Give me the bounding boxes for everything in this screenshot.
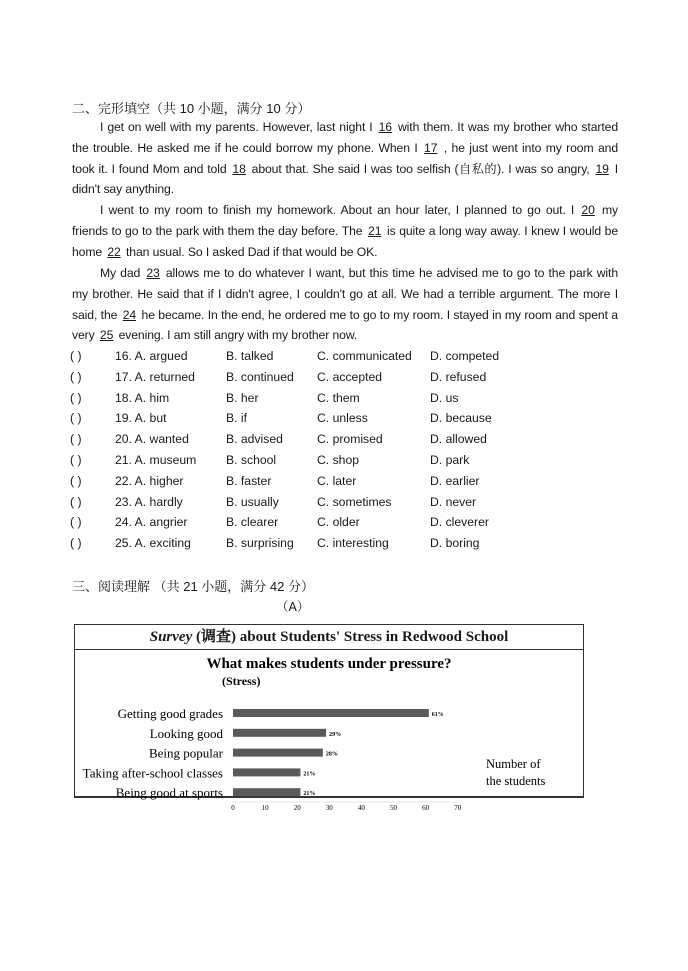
option-a[interactable]: 24. A. angrier [115, 515, 188, 530]
answer-paren[interactable]: ( ) [70, 494, 82, 509]
option-c[interactable]: C. promised [317, 432, 383, 447]
answer-paren[interactable]: ( ) [70, 411, 82, 426]
option-c[interactable]: C. them [317, 390, 360, 405]
option-a[interactable]: 22. A. higher [115, 473, 184, 488]
answer-paren[interactable]: ( ) [70, 432, 82, 447]
option-d[interactable]: D. park [430, 452, 470, 467]
option-c[interactable]: C. interesting [317, 536, 389, 551]
option-a[interactable]: 18. A. him [115, 390, 170, 405]
bar [233, 749, 323, 757]
option-d[interactable]: D. us [430, 390, 459, 405]
paragraph-3: My dad 23 allows me to do whatever I want, but this time he advised me to go to the park with my brother. He said that if I didn't agree, I couldn't go at all. We had a terrible argument. The more I said, the 24 he became. In the end, he ordered me to go to my room. I stayed in my room and spent a very 25 evening. I am still angry with my brother now. [72, 266, 619, 343]
chart-ylabel: (Stress) [222, 674, 261, 688]
option-c[interactable]: C. sometimes [317, 494, 392, 509]
bar-value-label: 28% [325, 751, 338, 758]
bar-value-label: 21% [303, 771, 316, 778]
bar-value-label: 21% [303, 791, 316, 798]
option-b[interactable]: B. surprising [226, 536, 294, 551]
option-c[interactable]: C. communicated [317, 349, 412, 363]
chart-xlabel-line1: Number of [486, 757, 541, 771]
answer-paren[interactable]: ( ) [70, 536, 82, 551]
section2-title: 二、完形填空（共 10 小题，满分 10 分） [72, 101, 311, 116]
option-d[interactable]: D. refused [430, 369, 487, 384]
option-a[interactable]: 25. A. exciting [115, 536, 191, 551]
passage-label: （A） [276, 600, 310, 614]
option-c[interactable]: C. shop [317, 452, 360, 467]
option-b[interactable]: B. talked [226, 349, 274, 363]
option-b[interactable]: B. advised [226, 432, 283, 447]
option-d[interactable]: D. earlier [430, 473, 480, 488]
option-c[interactable]: C. accepted [317, 369, 383, 384]
x-tick-label: 30 [325, 804, 333, 812]
bar [233, 729, 326, 737]
blank-18[interactable]: 18 [232, 161, 246, 176]
paragraph-1: I get on well with my parents. However, last night I 16 with them. It was my brother who started the trouble. He asked me if he could borrow my phone. When I 17 , he just went into my room and took it. I found Mom and told 18 about that. She said I was too selfish (自私的). I was so angry, 19 I didn't say anything. [72, 120, 619, 197]
blank-22[interactable]: 22 [107, 244, 121, 259]
bar-value-label: 61% [431, 712, 444, 718]
survey-chart [74, 624, 584, 812]
answer-paren[interactable]: ( ) [70, 515, 82, 530]
blank-19[interactable]: 19 [595, 161, 609, 176]
answer-paren[interactable]: ( ) [70, 473, 82, 488]
option-a[interactable]: 23. A. hardly [115, 494, 183, 509]
paragraph-2: I went to my room to finish my homework. About an hour later, I planned to go out. I 20 my friends to go to the park with them the day before. The 21 is quite a long way away. I knew I would be home 22 than usual. So I asked Dad if that would be OK. [72, 203, 618, 259]
option-a[interactable]: 16. A. argued [115, 349, 188, 363]
chart-xlabel-line2: the students [486, 774, 546, 788]
blank-16[interactable]: 16 [378, 120, 392, 134]
option-d[interactable]: D. boring [430, 536, 480, 551]
bar-chart [75, 650, 583, 812]
x-tick-label: 50 [390, 804, 397, 812]
section3-title: 三、阅读理解 （共 21 小题，满分 42 分） [72, 579, 314, 594]
answer-paren[interactable]: ( ) [70, 452, 82, 467]
category-label: Looking good [149, 725, 223, 741]
blank-23[interactable]: 23 [146, 266, 160, 280]
answer-paren[interactable]: ( ) [70, 349, 82, 363]
blank-17[interactable]: 17 [424, 140, 438, 155]
option-b[interactable]: B. school [226, 452, 277, 467]
option-a[interactable]: 17. A. returned [115, 369, 195, 384]
x-tick-label: 10 [261, 804, 269, 812]
bar-value-label: 29% [329, 731, 342, 738]
option-d[interactable]: D. cleverer [430, 515, 489, 530]
blank-24[interactable]: 24 [122, 307, 137, 322]
x-tick-label: 40 [357, 804, 365, 812]
answer-paren[interactable]: ( ) [70, 390, 82, 405]
chart-header: Survey (调查) about Students' Stress in Redwood School [75, 625, 583, 650]
chart-title: What makes students under pressure? [206, 656, 452, 672]
option-b[interactable]: B. continued [226, 369, 294, 384]
option-d[interactable]: D. allowed [430, 432, 487, 447]
option-b[interactable]: B. faster [226, 473, 272, 488]
blank-21[interactable]: 21 [368, 223, 382, 238]
option-b[interactable]: B. her [226, 390, 259, 405]
blank-25[interactable]: 25 [99, 328, 114, 343]
option-c[interactable]: C. older [317, 515, 360, 530]
option-c[interactable]: C. unless [317, 411, 368, 426]
option-d[interactable]: D. competed [430, 349, 500, 363]
option-c[interactable]: C. later [317, 473, 357, 488]
x-tick-label: 70 [454, 804, 462, 812]
answer-paren[interactable]: ( ) [70, 369, 82, 384]
bar [233, 768, 300, 776]
category-label: Taking after-school classes [82, 765, 223, 781]
option-d[interactable]: D. never [430, 494, 477, 509]
option-d[interactable]: D. because [430, 411, 492, 426]
x-tick-label: 60 [422, 804, 430, 812]
option-a[interactable]: 19. A. but [115, 411, 167, 426]
x-tick-label: 0 [231, 804, 235, 812]
option-b[interactable]: B. clearer [226, 515, 279, 530]
option-a[interactable]: 21. A. museum [115, 452, 197, 467]
bar [233, 709, 429, 717]
blank-20[interactable]: 20 [581, 203, 595, 217]
x-tick-label: 20 [293, 804, 301, 812]
option-b[interactable]: B. usually [226, 494, 279, 509]
category-label: Being good at sports [115, 785, 223, 801]
category-label: Getting good grades [117, 706, 223, 721]
option-b[interactable]: B. if [226, 411, 247, 426]
bar [233, 788, 300, 796]
category-label: Being popular [148, 745, 223, 761]
option-a[interactable]: 20. A. wanted [115, 432, 189, 447]
